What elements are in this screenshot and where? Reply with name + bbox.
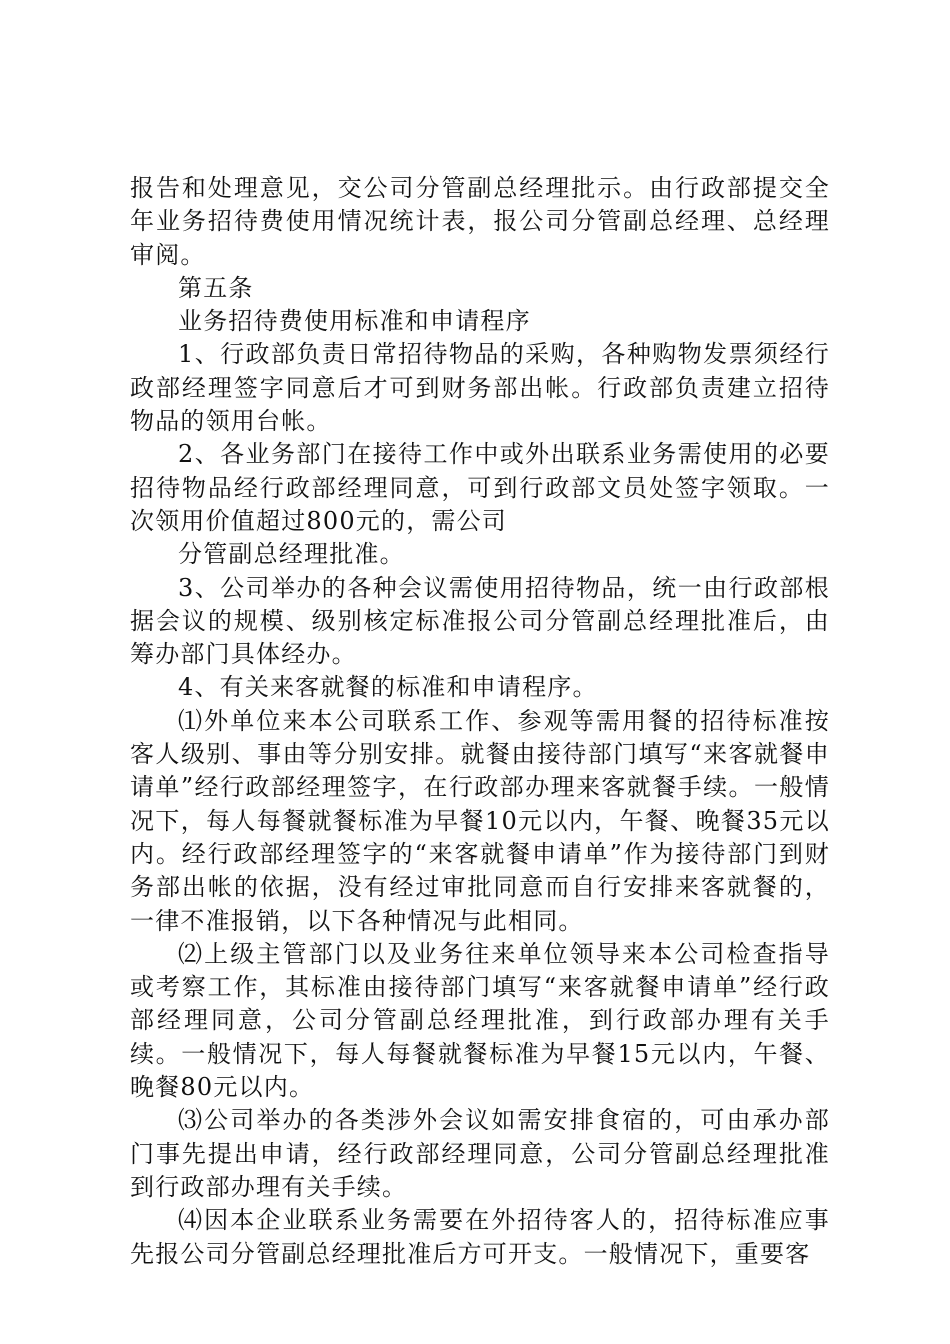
paragraph-continuation: 报告和处理意见，交公司分管副总经理批示。由行政部提交全年业务招待费使用情况统计表，报公司分管副总经理、总经理审阅。 xyxy=(130,174,830,269)
clause-2-continuation: 分管副总经理批准。 xyxy=(178,540,405,569)
sub-clause-3: ⑶公司举办的各类涉外会议如需安排食宿的，可由承办部门事先提出申请，经行政部经理同意，公司分管副总经理批准到行政部办理有关手续。 xyxy=(130,1106,830,1201)
sub-clause-1: ⑴外单位来本公司联系工作、参观等需用餐的招待标准按客人级别、事由等分别安排。就餐由接待部门填写“来客就餐申请单”经行政部经理签字，在行政部办理来客就餐手续。一般情况下，每人每餐就餐标准为早餐10元以内，午餐、晚餐35元以内。经行政部经理签字的“来客就餐申请单”作为接待部门到财务部出帐的依据，没有经过审批同意而自行安排来客就餐的，一律不准报销，以下各种情况与此相同。 xyxy=(130,706,830,935)
document-page xyxy=(130,172,830,1271)
article-title: 业务招待费使用标准和申请程序 xyxy=(178,307,531,336)
article-heading: 第五条 xyxy=(178,273,254,302)
clause-4: 4、有关来客就餐的标准和申请程序。 xyxy=(178,673,598,702)
clause-3: 3、公司举办的各种会议需使用招待物品，统一由行政部根据会议的规模、级别核定标准报公司分管副总经理批准后，由筹办部门具体经办。 xyxy=(130,573,830,669)
clause-2: 2、各业务部门在接待工作中或外出联系业务需使用的必要招待物品经行政部经理同意，可到行政部文员处签字领取。一次领用价值超过800元的，需公司 xyxy=(130,440,830,535)
sub-clause-4: ⑷因本企业联系业务需要在外招待客人的，招待标准应事先报公司分管副总经理批准后方可开支。一般情况下，重要客 xyxy=(130,1206,830,1268)
clause-1: 1、行政部负责日常招待物品的采购，各种购物发票须经行政部经理签字同意后才可到财务部出帐。行政部负责建立招待物品的领用台帐。 xyxy=(130,340,830,436)
sub-clause-2: ⑵上级主管部门以及业务往来单位领导来本公司检查指导或考察工作，其标准由接待部门填写“来客就餐申请单”经行政部经理同意，公司分管副总经理批准，到行政部办理有关手续。一般情况下，每人每餐就餐标准为早餐15元以内，午餐、晚餐80元以内。 xyxy=(130,939,830,1102)
